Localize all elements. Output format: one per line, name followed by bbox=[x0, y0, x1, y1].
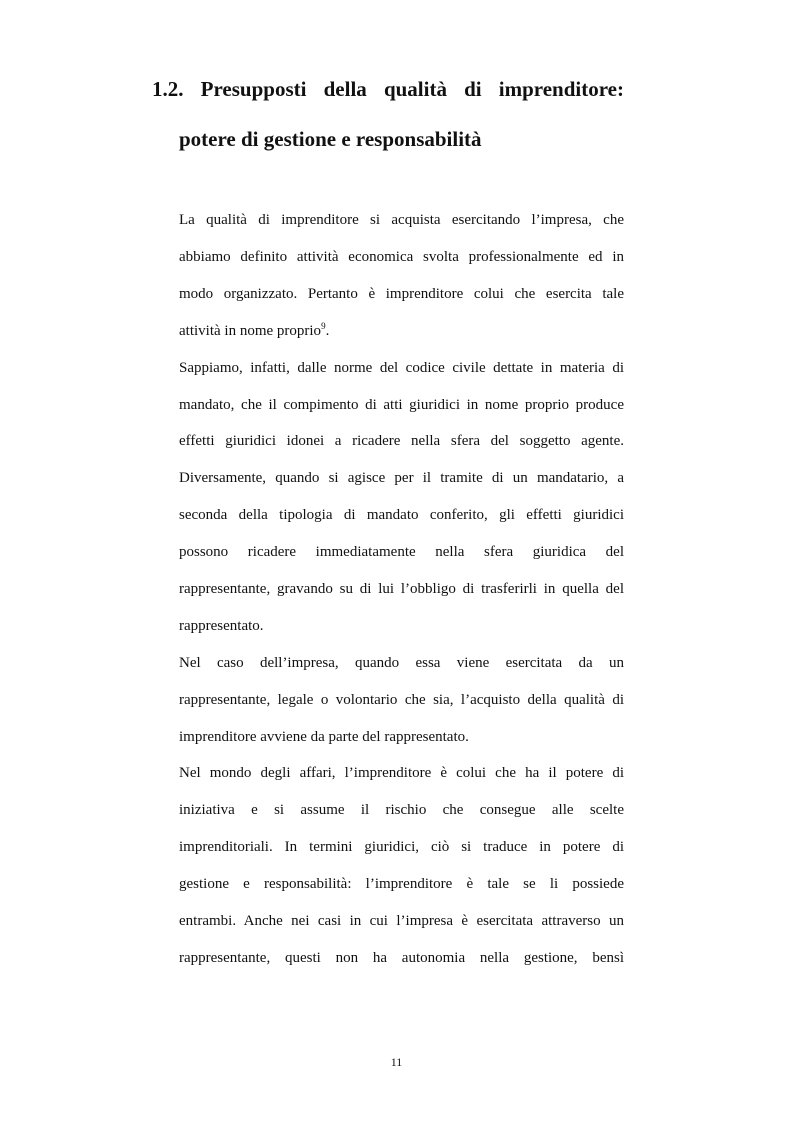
section-heading-line-1: 1.2. Presupposti della qualità di imprenditore: bbox=[152, 77, 624, 101]
paragraph-line-with-footnote bbox=[179, 322, 624, 340]
paragraph-line: La qualità di imprenditore si acquista esercitando l’impresa, che bbox=[179, 212, 624, 228]
paragraph-line: imprenditore avviene da parte del rappresentato. bbox=[179, 729, 469, 745]
paragraph-line: Diversamente, quando si agisce per il tramite di un mandatario, a bbox=[179, 470, 624, 486]
paragraph-line: effetti giuridici idonei a ricadere nella sfera del soggetto agente. bbox=[179, 433, 624, 449]
paragraph-line: possono ricadere immediatamente nella sfera giuridica del bbox=[179, 544, 624, 560]
paragraph-line: rappresentato. bbox=[179, 618, 264, 634]
section-heading-line-2: potere di gestione e responsabilità bbox=[179, 127, 482, 151]
footnote-trailing-punctuation: . bbox=[325, 323, 330, 339]
paragraph-line: rappresentante, legale o volontario che sia, l’acquisto della qualità di bbox=[179, 692, 624, 708]
paragraph-line: Nel mondo degli affari, l’imprenditore è colui che ha il potere di bbox=[179, 765, 624, 781]
page-number: 11 bbox=[390, 1055, 403, 1069]
paragraph-line: Nel caso dell’impresa, quando essa viene esercitata da un bbox=[179, 655, 624, 671]
paragraph-line: imprenditoriali. In termini giuridici, ciò si traduce in potere di bbox=[179, 839, 624, 855]
paragraph-line-text: attività in nome proprio bbox=[179, 323, 322, 339]
paragraph-line: rappresentante, questi non ha autonomia nella gestione, bensì bbox=[179, 950, 624, 966]
footnote-reference[interactable]: 9 bbox=[321, 321, 326, 331]
paragraph-line: mandato, che il compimento di atti giuridici in nome proprio produce bbox=[179, 397, 624, 413]
paragraph-line: abbiamo definito attività economica svolta professionalmente ed in bbox=[179, 249, 624, 265]
paragraph-line: Sappiamo, infatti, dalle norme del codice civile dettate in materia di bbox=[179, 360, 624, 376]
paragraph-line: seconda della tipologia di mandato conferito, gli effetti giuridici bbox=[179, 507, 624, 523]
paragraph-line: gestione e responsabilità: l’imprenditore è tale se li possiede bbox=[179, 876, 624, 892]
paragraph-line: iniziativa e si assume il rischio che consegue alle scelte bbox=[179, 802, 624, 818]
paragraph-line: entrambi. Anche nei casi in cui l’impresa è esercitata attraverso un bbox=[179, 913, 624, 929]
paragraph-line: modo organizzato. Pertanto è imprenditore colui che esercita tale bbox=[179, 286, 624, 302]
paragraph-line: rappresentante, gravando su di lui l’obbligo di trasferirli in quella del bbox=[179, 581, 624, 597]
